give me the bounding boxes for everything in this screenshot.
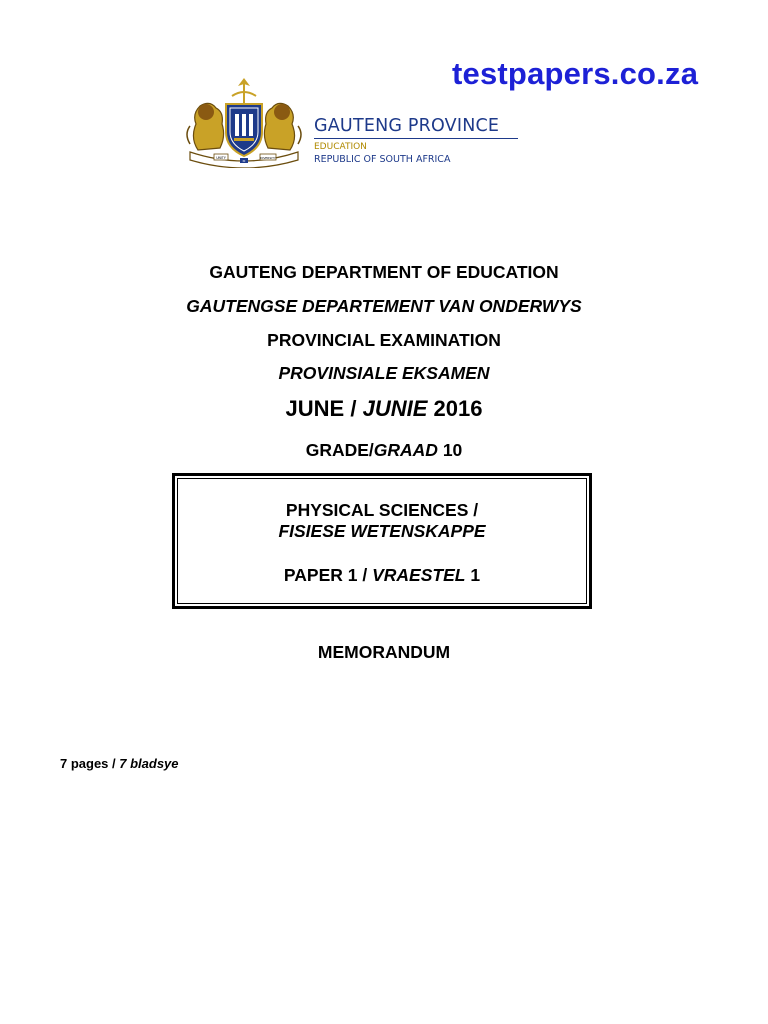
watermark-url: testpapers.co.za [452, 56, 699, 91]
month-en: JUNE [285, 396, 345, 421]
motto-right: DIVERSITY [260, 156, 276, 160]
month-af: JUNIE [362, 396, 428, 421]
paper-en: PAPER 1 / [283, 565, 373, 585]
paper-number: 1 [465, 565, 481, 585]
department-title-en: GAUTENG DEPARTMENT OF EDUCATION [209, 262, 559, 282]
province-underline [314, 138, 518, 139]
gauteng-logo [180, 78, 540, 170]
subject-en: PHYSICAL SCIENCES / [285, 500, 479, 520]
exam-year: 2016 [427, 396, 483, 421]
province-department: EDUCATION [314, 142, 367, 152]
exam-title-af: PROVINSIALE EKSAMEN [278, 363, 490, 383]
grade-en: GRADE/ [305, 440, 374, 460]
grade-line [0, 440, 768, 461]
motto-middle: IN [242, 160, 246, 163]
province-country: REPUBLIC OF SOUTH AFRICA [314, 154, 451, 165]
month-separator: / [344, 396, 363, 421]
paper-af: VRAESTEL [372, 565, 466, 585]
coat-of-arms-icon [180, 78, 308, 168]
exam-date [0, 396, 768, 422]
province-name: GAUTENG PROVINCE [314, 116, 500, 136]
motto-left: UNITY [216, 156, 226, 160]
grade-af: GRAAD [373, 440, 438, 460]
page-count [60, 756, 179, 771]
department-title-af: GAUTENGSE DEPARTEMENT VAN ONDERWYS [186, 296, 582, 316]
subject-af: FISIESE WETENSKAPPE [278, 521, 486, 541]
logo-wordmark [314, 116, 534, 165]
paper-line [175, 565, 589, 586]
exam-title-en: PROVINCIAL EXAMINATION [267, 330, 501, 350]
page-count-af: 7 bladsye [119, 756, 179, 771]
subject-box [172, 473, 592, 609]
memorandum-label: MEMORANDUM [317, 642, 451, 662]
page-count-en: 7 pages / [60, 756, 120, 771]
grade-number: 10 [437, 440, 463, 460]
